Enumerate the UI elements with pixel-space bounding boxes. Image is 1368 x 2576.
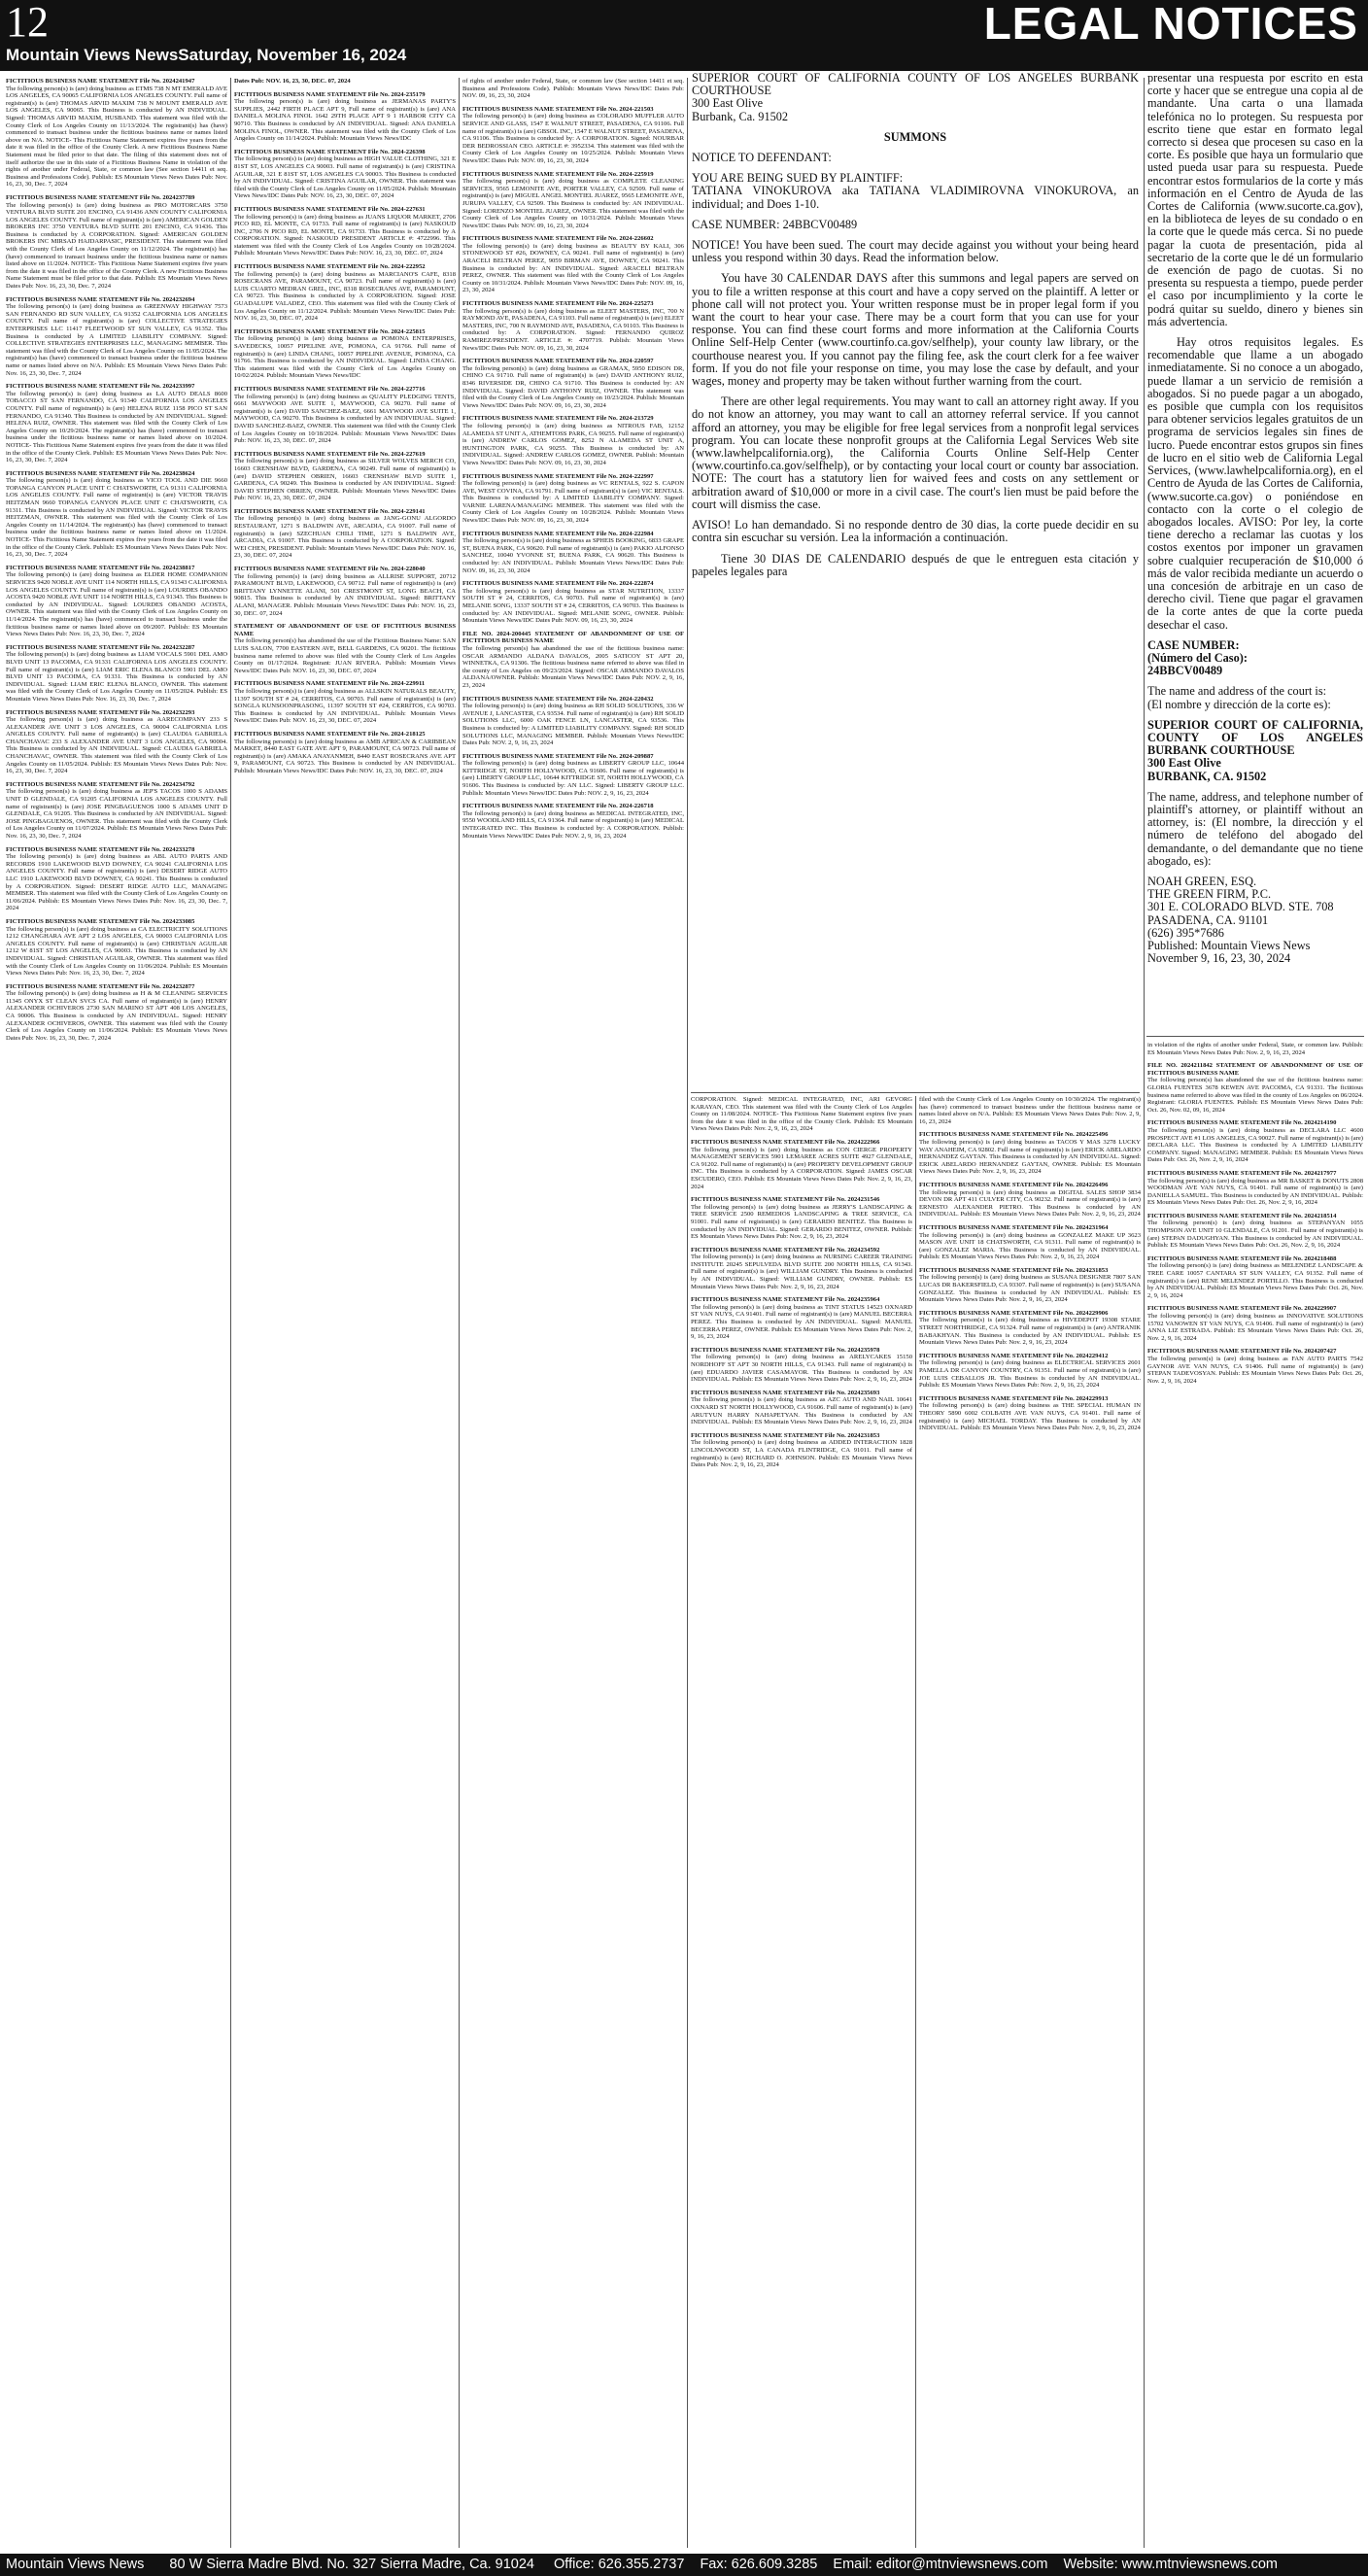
legal-notice [919, 1131, 1141, 1176]
summons-continuation [1147, 72, 1363, 1034]
notice-heading: FICTITIOUS BUSINESS NAME STATEMENT File No. 2024-226398 [234, 148, 426, 155]
legal-notice [1147, 1305, 1363, 1342]
notice-body: The following person(s) is (are) doing business as ETMS 738 N MT EMERALD AVE LOS ANGELES, CA 90065 CALIFORNIA LOS ANGELES COUNTY. Full name of registrant(s) is (are) THOMAS ARVID MAXIM 738 N MOUNT EMERALD AVE LOS ANGELES, CA 90065. This Business is conducted by AN INDIVIDUAL. Signed: THOMAS ARVID MAXIM, HUSBAND. This statement was filed with the County Clerk of Los Angeles County on 11/13/2024. The registrant(s) has (have) commenced to transact business under the fictitious business name or names listed above on N/A. NOTICE- This Fictitious Name Statement expires five years from the date it was filed in the office of the County Clerk. A new Fictitious Business Name Statement must be filed prior to that date. The filing of this statement does not of itself authorize the use in this state of a Fictitious Business Name in violation of the rights of another under Federal, State, or common law (See section 14411 et seq. Business and Professions Code). Publish: ES Mountain Views News Dates Pub: Nov. 16, 23, 30, Dec. 7, 2024 [6, 85, 227, 189]
notice-heading: FICTITIOUS BUSINESS NAME STATEMENT File No. 2024234592 [691, 1246, 880, 1254]
legal-notice [691, 1347, 912, 1384]
notice-body: The following person(s) is (are) doing business as AMB AFRICAN & CARIBBEAN MARKET, 8440 EAST GATE AVE APT 9, PARAMOUNT, CA 90723. Full name of registrant(s) is (are) AMAKA ANAYANMEH, 8440 EAST ROSECRANS AVE APT 9, PARAMOUNT, CA 90723. This Business is conducted by AN INDIVIDUAL. Publish: Mountain Views News/IDC Dates Pub: NOV. 16, 23, 30, DEC. 07, 2024 [234, 738, 456, 774]
legal-notice [691, 1139, 912, 1190]
attorney-info-label: The name, address, and telephone number of plaintiff's attorney, or plaintiff without an attorney, is: (El nombre, la dirección y el número de teléfono del abogado del demandante, o del demandante que no tiene abogado, es): [1147, 789, 1363, 868]
notice-body: The following person(s) is (are) doing business as STEPANYAN 1055 THOMPSON AVE UNIT 10 GLENDALE, CA 91201. Full name of registrant(s) is (are) STEPAN DADUGHYAN. This Business is conducted by AN INDIVIDUAL. Publish: ES Mountain Views News Dates Pub: Oct. 26, Nov. 2, 9, 16, 2024 [1147, 1219, 1363, 1250]
masthead: Mountain Views NewsSaturday, November 16, 2024 [6, 46, 407, 64]
section-title: LEGAL NOTICES [983, 0, 1358, 49]
legal-notice [234, 566, 456, 617]
notice-body: The following person(s) is (are) doing business as BEAUTY BY KALI, 306 STONEWOOD ST #26, DOWNEY, CA 90241. Full name of registrant(s) is (are) ARACELI BELTRAN PEREZ, 9059 BIRMAN AVE, DOWNEY, CA 90241. This Business is conducted by: AN INDIVIDUAL. Signed: ARACELI BELTRAN PEREZ, OWNER. This statement was filed with the County Clerk of Los Angeles County on 10/31/2024. Publish: Mountain Views News/IDC Dates Pub: NOV. 09, 16, 23, 30, 2024 [462, 242, 684, 294]
legal-notice [234, 206, 456, 258]
legal-notice [462, 531, 684, 575]
notice-column-3 [462, 78, 684, 2548]
legal-notice [6, 781, 227, 841]
notice-heading: FICTITIOUS BUSINESS NAME STATEMENT File No. 2024-221503 [462, 105, 654, 113]
legal-notice [462, 415, 684, 466]
notice-body: The following person(s) is (are) doing business as CON CIERGE PROPERTY MANAGEMENT SERVICES 5901 LEMAREE ACRES SUITE 4927 GLENDALE, CA 91202. Full name of registrant(s) is (are) PROPERTY DEVELOPMENT GROUP INC. This Business is conducted by A CORPORATION. Signed: JAMES OSCAR ESCUDERO, CEO. Publish: ES Mountain Views News Dates Pub: Nov. 2, 9, 16, 23, 2024 [691, 1146, 912, 1190]
notice-body: of rights of another under Federal, State, or common law (See section 14411 et seq. Business and Professions Code). Publish: Mountain Views News/IDC Dates Pub: NOV. 09, 16, 23, 30, 2024 [462, 78, 684, 100]
notice-heading: FICTITIOUS BUSINESS NAME STATEMENT File No. 2024238817 [6, 564, 195, 571]
notice-heading: FICTITIOUS BUSINESS NAME STATEMENT File No. 2024231853 [691, 1431, 880, 1439]
notice-heading: FICTITIOUS BUSINESS NAME STATEMENT File No. 2024-227619 [234, 450, 426, 458]
notice-body: The following person(s) is (are) doing business as JERRY'S LANDSCAPING & TREE SERVICE 2500 REMEDIOS LANDSCAPING & TREE SERVICE, CA 91001. Full name of registrant(s) is (are) GERARDO BENITEZ. This Business is conducted by AN INDIVIDUAL. Signed: GERARDO BENITEZ, OWNER. Publish: ES Mountain Views News Dates Pub: Nov. 2, 9, 16, 23, 2024 [691, 1203, 912, 1241]
legal-notice [1147, 1119, 1363, 1164]
notice-heading: FICTITIOUS BUSINESS NAME STATEMENT File No. 2024238624 [6, 469, 195, 477]
footer-website: Website: www.mtnviewsnews.com [1063, 2557, 1278, 2572]
notice-body: The following person(s) is (are) doing business as FAN AUTO PARTS 7542 GAYNOR AVE VAN NUYS, CA 91406. Full name of registrant(s) is (are) STEPAN TADEVOSYAN. Publish: ES Mountain Views News Dates Pub: Oct. 26, Nov. 2, 9, 16, 2024 [1147, 1355, 1363, 1385]
notice-heading: FICTITIOUS BUSINESS NAME STATEMENT File No. 2024207427 [1147, 1348, 1337, 1356]
notice-heading: FICTITIOUS BUSINESS NAME STATEMENT File No. 2024229907 [1147, 1305, 1337, 1313]
notice-heading: FICTITIOUS BUSINESS NAME STATEMENT File No. 2024229412 [919, 1352, 1109, 1359]
notice-heading: FICTITIOUS BUSINESS NAME STATEMENT File No. 2024-225919 [462, 170, 654, 178]
notice-body: CORPORATION. Signed: MEDICAL INTEGRATED, INC, ARI GEVORG KARAYAN, CEO. This statement was filed with the County Clerk of Los Angeles County on 11/08/2024. NOTICE- This Fictitious Name Statement expires five years from the date it was filed in the office of the County Clerk. Publish: ES Mountain Views News Dates Pub: Nov. 2, 9, 16, 23, 2024 [691, 1096, 912, 1133]
summons-address: 300 East Olive [692, 96, 764, 111]
notice-body: The following person(s) is (are) doing business as ELEET MASTERS, INC, 700 N RAYMOND AVE, PASADENA, CA 91103. Full name of registrant(s) is (are) ELEET MASTERS, INC, 700 N RAYMOND AVE, PASADENA, CA 91103. This Business is conducted by: A CORPORATION. Signed: FERNANDO QUIROZ RAMIREZ/PRESIDENT. ARTICLE #: 4707719. Publish: Mountain Views News/IDC Dates Pub: NOV. 09, 16, 23, 30, 2024 [462, 307, 684, 352]
notice-heading: FICTITIOUS BUSINESS NAME STATEMENT File No. 2024-209887 [462, 752, 654, 760]
legal-notice [919, 1182, 1141, 1219]
legal-notice [919, 1310, 1141, 1347]
notice-body: The following person(s) is (are) doing business as ALLSKIN NATURALS BEAUTY, 11397 SOUTH ST # 24, CERRITOS, CA 90703. Full name of registrant(s) is (are) SONGLA KUNSOONPRASONG, 11397 SOUTH ST #24, CERRITOS, CA 90703. This Business is conducted by AN INDIVIDUAL. Publish: Mountain Views News/IDC Dates Pub: NOV. 16, 23, 30, DEC. 07, 2024 [234, 687, 456, 725]
page-number: 12 [6, 0, 49, 46]
notice-heading: FICTITIOUS BUSINESS NAME STATEMENT File No. 2024229913 [919, 1394, 1109, 1402]
notice-body: The following person(s) is (are) doing business as STAR NUTRITION, 13337 SOUTH ST # 24, CERRITOS, CA 90703. Full name of registrant(s) is (are) MELANIE SONG, 13337 SOUTH ST # 24, CERRITOS, CA 90703. This Business is conducted by: AN INDIVIDUAL. Signed: MELANIE SONG, OWNER. Publish: Mountain Views News/IDC Dates Pub: NOV. 09, 16, 23, 30, 2024 [462, 587, 684, 625]
legal-notice [1147, 1348, 1363, 1385]
legal-notice [462, 753, 684, 798]
notice-body: The following person(s) has abandoned the use of the Fictitious Business Name: SAN LUIS SALON, 7700 EASTERN AVE, BELL GARDENS, CA 90201. The fictitious business name referred to above was filed with the County Clerk of Los Angeles County on 01/17/2024. Registrant: JUAN RIVERA. Publish: Mountain Views News/IDC Dates Pub: NOV. 16, 23, 30, DEC. 07, 2024 [234, 637, 456, 674]
notice-heading: FICTITIOUS BUSINESS NAME STATEMENT File No. 2024233997 [6, 383, 195, 391]
summons-paragraph-1: You have 30 CALENDAR DAYS after this summons and legal papers are served on you to file a written response at this court and have a copy served on the plaintiff. A letter or phone call will not protect you. Your written response must be in proper legal form if you want the court to hear your case. There may be a court form that you can use for your response. You can find these court forms and more information at the California Courts Online Self-Help Center (www.courtinfo.ca.gov/selfhelp), your county law library, or the courthouse nearest you. If you cannot pay the filing fee, ask the court clerk for a fee waiver form. If you do not file your response on time, you may lose the case by default, and your wages, money and property may be taken without further warning from the court. [692, 271, 1139, 389]
notice-body: The following person(s) is (are) doing business as RH SOLID SOLUTIONS, 336 W AVENUE J, LANCASTER, CA 93534. Full name of registrant(s) is (are) RH SOLID SOLUTIONS LLC, 6000 OAK FENCE LN, LANCASTER, CA 93536. This Business is conducted by: A LIMITED LIABILITY COMPANY. Signed: RH SOLID SOLUTIONS LLC, MANAGING MEMBER. Publish: Mountain Views News/IDC Dates Pub: NOV. 2, 9, 16, 23, 2024 [462, 703, 684, 747]
summons-notice-text: NOTICE! You have been sued. The court may decide against you without your being heard unless you respond within 30 days. Read the information below. [692, 238, 1139, 265]
legal-notice [691, 1247, 912, 1291]
notice-body: The following person(s) is (are) doing business as AARECOMPANY 233 S ALEXANDER AVE UNIT 3 LOS ANGELES, CA 90004 CALIFORNIA LOS ANGELES COUNTY. Full name of registrant(s) is (are) CLAUDIA GABRIELA CHANCHAVAC 233 S ALEXANDER AVE UNIT 3 LOS ANGELES, CA 90004. This Business is conducted by AN INDIVIDUAL. Signed: CLAUDIA GABRIELA CHANCHAVAC, OWNER. This statement was filed with the County Clerk of Los Angeles County on 11/05/2024. Publish: ES Mountain Views News Dates Pub: Nov. 16, 23, 30, Dec. 7, 2024 [6, 716, 227, 775]
footer-email: Email: editor@mtnviewsnews.com [833, 2557, 1048, 2572]
notice-heading: FICTITIOUS BUSINESS NAME STATEMENT File No. 2024229906 [919, 1309, 1109, 1317]
notice-body: The following person(s) is (are) doing business as HIGH VALUE CLOTHING, 321 E 81ST ST, LOS ANGELES CA 90003. Full name of registrant(s) is (are) CRISTINA AGUILAR, 321 E 81ST ST, LOS ANGELES CA 90003. This Business is conducted by AN INDIVIDUAL. Signed: CRISTINA AGUILAR, OWNER. This statement was filed with the County Clerk of Los Angeles County on 11/05/2024. Publish: Mountain Views News/IDC Dates Pub: NOV. 16, 23, 30, DEC. 07, 2024 [234, 155, 456, 200]
notice-body: The following person(s) is (are) doing business as POMONA ENTERPRISES, SAVEDECKS, 10057 PIPELINE AVE, POMONA, CA 91766. Full name of registrant(s) is (are) LINDA CHANG, 10057 PIPELINE AVENUE, POMONA, CA 91766. This Business is conducted by AN INDIVIDUAL. Signed: LINDA CHANG. This statement was filed with the County Clerk of Los Angeles County on 10/02/2024. Publish: Mountain Views News/IDC [234, 335, 456, 380]
notice-body: The following person(s) is (are) doing business as CA ELECTRICITY SOLUTIONS 1212 CHANGHARA AVE APT 2 LOS ANGELES, CA 90003 CALIFORNIA LOS ANGELES COUNTY. Full name of registrant(s) is (are) CHRISTIAN AGUILAR 1212 W 81ST ST LOS ANGELES, CA 90003. This Business is conducted by AN INDIVIDUAL. Signed: CHRISTIAN AGUILAR, OWNER. This statement was filed with the County Clerk of Los Angeles County on 11/06/2024. Publish: ES Mountain Views News Dates Pub: Nov. 16, 23, 30, Dec. 7, 2024 [6, 925, 227, 978]
legal-notice [462, 358, 684, 409]
legal-notice [6, 470, 227, 559]
notice-body: The following person(s) is (are) doing business as H & M CLEANING SERVICES 11345 ONYX ST CLEAN SVCS CA. Full name of registrant(s) is (are) HENRY ALEXANDER OCHIVEROS 2730 SAN MARINO ST APT 408 LOS ANGELES, CA 90006. This Business is conducted by AN INDIVIDUAL. Signed: HENRY ALEXANDER OCHIVEROS, OWNER. This statement was filed with the County Clerk of Los Angeles County on 11/06/2024. Publish: ES Mountain Views News Dates Pub: Nov. 16, 23, 30, Dec. 7, 2024 [6, 990, 227, 1042]
notice-heading: FICTITIOUS BUSINESS NAME STATEMENT File No. 2024218488 [1147, 1254, 1337, 1262]
notice-body: The following person(s) is (are) doing business as QUALITY PLEDGING TENTS, 6661 MAYWOOD AVE SUITE 1, MAYWOOD, CA 90270. Full name of registrant(s) is (are) DAVID SANCHEZ-BAEZ, 6661 MAYWOOD AVE SUITE 1, MAYWOOD, CA 90270. This Business is conducted by AN INDIVIDUAL. Signed: DAVID SANCHEZ-BAEZ, OWNER. This statement was filed with the County Clerk of Los Angeles County on 10/18/2024. Publish: Mountain Views News/IDC Dates Pub: NOV. 16, 23, 30, DEC. 07, 2024 [234, 393, 456, 445]
notice-column-2 [234, 78, 456, 2548]
notice-heading: FICTITIOUS BUSINESS NAME STATEMENT File No. 2024-235179 [234, 90, 426, 98]
legal-notice [234, 451, 456, 502]
legal-notice [6, 78, 227, 189]
notice-heading: FICTITIOUS BUSINESS NAME STATEMENT File No. 2024237789 [6, 193, 195, 201]
notice-heading: FICTITIOUS BUSINESS NAME STATEMENT File No. 2024-222997 [462, 472, 654, 480]
court-name-address: SUPERIOR COURT OF CALIFORNIA, COUNTY OF LOS ANGELES BURBANK COURTHOUSE 300 East Olive BURBANK, CA. 91502 [1147, 717, 1363, 783]
legal-notice [919, 1267, 1141, 1304]
legal-notice [234, 91, 456, 143]
notice-body: The following person(s) is (are) doing business as TINT STATUS 14523 OXNARD ST VAN NUYS, CA 91401. Full name of registrant(s) is (are) MANUEL BECERRA PEREZ. This Business is conducted by AN INDIVIDUAL. Signed: MANUEL BECERRA PEREZ, OWNER. Publish: ES Mountain Views News Dates Pub: Nov. 2, 9, 16, 23, 2024 [691, 1303, 912, 1341]
court-name-label: The name and address of the court is: (El nombre y dirección de la corte es): [1147, 684, 1331, 711]
notice-heading: FICTITIOUS BUSINESS NAME STATEMENT File No. 2024-222984 [462, 530, 654, 537]
legal-notice [234, 386, 456, 445]
notice-body: The following person(s) is (are) doing business as LIBERTY GROUP LLC, 10644 KITTRIDGE ST, NORTH HOLLYWOOD, CA 91606. Full name of registrant(s) is (are) LIBERTY GROUP LLC, 10644 KITTRIDGE ST, NORTH HOLLYWOOD, CA 91606. This Business is conducted by: AN LLC. Signed: LIBERTY GROUP LLC. Publish: Mountain Views News/IDC Dates Pub: NOV. 2, 9, 16, 23, 2024 [462, 760, 684, 797]
notice-body: The following person(s) is (are) doing business as DIGITAL SALES SHOP 3834 DEVON DR APT 411 CULVER CITY, CA 90232. Full name of registrant(s) is (are) ERNESTO ALEXANDER PIETRO. This Business is conducted by AN INDIVIDUAL. Publish: ES Mountain Views News Dates Pub: Nov. 2, 9, 16, 23, 2024 [919, 1188, 1141, 1219]
column-divider [915, 1096, 916, 2548]
notice-heading: FICTITIOUS BUSINESS NAME STATEMENT File No. 2024231853 [919, 1266, 1109, 1274]
legal-notice [919, 1353, 1141, 1390]
notice-body: The following person(s) is (are) doing business as ABL AUTO PARTS AND RECORDS 1910 LAKEWOOD BLVD DOWNEY, CA 90241 CALIFORNIA LOS ANGELES COUNTY. Full name of registrant(s) is (are) DESERT RIDGE AUTO LLC 1910 LAKEWOOD BLVD DOWNEY, CA 90241. This Business is conducted by A CORPORATION. Signed: DESERT RIDGE AUTO LLC, MANAGING MEMBER. This statement was filed with the County Clerk of Los Angeles County on 11/06/2024. Publish: ES Mountain Views News Dates Pub: Nov. 16, 23, 30, Dec. 7, 2024 [6, 853, 227, 912]
summons-sued-by: YOU ARE BEING SUED BY PLAINTIFF: [692, 171, 904, 186]
legal-notice [234, 680, 456, 725]
legal-notice [462, 473, 684, 525]
notice-heading: FICTITIOUS BUSINESS NAME STATEMENT File No. 2024-229911 [234, 680, 426, 688]
legal-notice [234, 263, 456, 323]
summons-case-number: CASE NUMBER: 24BBCV00489 [692, 217, 858, 231]
summons-paragraph-3: AVISO! Lo han demandado. Si no responde dentro de 30 dias, la corte puede decidir en su contra sin escuchar su versión. Lea la información a continuación. [692, 518, 1139, 545]
spanish-paragraph-2: Hay otros requisitos legales. Es recomendable que llame a un abogado inmediatamente. Si no conoce a un abogado, puede llamar a un servicio de remisión a abogados. Si no puede pagar a un abogado, es posible que cumpla con los requisitos para obtener servicios legales gratuitos de un programa de servicios legales sin fines de lucro. Puede encontrar estos grupos sin fines de lucro en el sitio web de California Legal Services, (www.lawhelpcalifornia.org), en el Centro de Ayuda de las Cortes de California, (www.sucorte.ca.gov) o poniéndose en contacto con la corte o el colegio de abogados locales. AVISO: Por ley, la corte tiene derecho a reclamar las cuotas y los costos exentos por imponer un gravamen sobre cualquier recuperación de $10,000 ó más de valor recibida mediante un acuerdo o una concesión de arbitraje en un caso de derecho civil. Tiene que pagar el gravamen de la corte antes de que la corte pueda desechar el caso. [1147, 335, 1363, 632]
notice-heading: FICTITIOUS BUSINESS NAME STATEMENT File No. 2024-227631 [234, 205, 426, 213]
legal-notice [6, 644, 227, 704]
legal-notice [919, 1224, 1141, 1261]
notice-heading: FICTITIOUS BUSINESS NAME STATEMENT File No. 2024222966 [691, 1138, 880, 1146]
footer-fax: Fax: 626.609.3285 [700, 2557, 818, 2572]
notice-column-1 [6, 78, 227, 2548]
legal-notice [462, 235, 684, 294]
notice-heading: FICTITIOUS BUSINESS NAME STATEMENT File No. 2024232877 [6, 982, 195, 990]
notice-heading: FICTITIOUS BUSINESS NAME STATEMENT File No. 2024235964 [691, 1296, 880, 1304]
notice-body: The following person(s) is (are) doing business as INNOVATIVE SOLUTIONS 15702 VANOWEN ST VAN NUYS, CA 91406. Full name of registrant(s) is (are) ANNA LIZ ESTRADA. Publish: ES Mountain Views News Dates Pub: Oct. 26, Nov. 2, 9, 16, 2024 [1147, 1313, 1363, 1342]
column-divider [230, 78, 231, 2548]
notice-heading: FICTITIOUS BUSINESS NAME STATEMENT File No. 2024235693 [691, 1389, 880, 1396]
notice-body: The following person(s) is (are) doing business as VICO TOOL AND DIE 9660 TOPANGA CANYON PLACE UNIT C CHATSWORTH, CA 91311 CALIFORNIA LOS ANGELES COUNTY. Full name of registrant(s) is (are) VICTOR TRAVIS HEITZMAN 9660 TOPANGA CANYON PLACE UNIT C CHATSWORTH, CA 91311. This Business is conducted by AN INDIVIDUAL. Signed: VICTOR TRAVIS HEITZMAN, OWNER. This statement was filed with the County Clerk of Los Angeles County on 11/14/2024. The registrant(s) has (have) commenced to transact business under the fictitious business name or names listed above on 11/2024. NOTICE- This Fictitious Name Statement expires five years from the date it was filed in the office of the County Clerk. Publish: ES Mountain Views News Dates Pub: Nov. 16, 23, 30, Dec. 7, 2024 [6, 477, 227, 559]
legal-notice [6, 983, 227, 1043]
notice-heading: FICTITIOUS BUSINESS NAME STATEMENT File No. 2024-226718 [462, 803, 654, 810]
legal-notice [1147, 1255, 1363, 1300]
legal-notice [691, 1296, 912, 1341]
legal-notice [1147, 1170, 1363, 1207]
notice-heading: FICTITIOUS BUSINESS NAME STATEMENT File No. 2024231964 [919, 1223, 1109, 1231]
legal-notice [234, 731, 456, 775]
notice-heading: Dates Pub: NOV. 16, 23, 30, DEC. 07, 2024 [234, 78, 351, 85]
notice-heading: FICTITIOUS BUSINESS NAME STATEMENT File No. 2024-225273 [462, 300, 654, 308]
notice-body: The following person(s) is (are) doing business as ELECTRICAL SERVICES 2601 PAMELLA DR CANYON COUNTRY, CA 91351. Full name of registrant(s) is (are) JOE LUIS CEBALLOS JR. This Business is conducted by AN INDIVIDUAL. Publish: ES Mountain Views News Dates Pub: Nov. 2, 9, 16, 23, 2024 [919, 1359, 1141, 1390]
notice-heading: FICTITIOUS BUSINESS NAME STATEMENT File No. 2024232293 [6, 708, 195, 716]
legal-notice [691, 1196, 912, 1241]
notice-body: The following person(s) is (are) doing business as SILVER WOLVES MERCH CO, 16603 CRENSHAW BLVD, GARDENA, CA 90249. Full name of registrant(s) is (are) DAVID STEPHEN OBRIEN, 16603 CRENSHAW BLVD SUITE 1, GARDENA, CA 90249. This Business is conducted by AN INDIVIDUAL. Signed: DAVID STEPHEN OBRIEN, OWNER. Publish: Mountain Views News/IDC Dates Pub: NOV. 16, 23, 30, DEC. 07, 2024 [234, 458, 456, 502]
legal-notice [1147, 1042, 1363, 1056]
notice-body: filed with the County Clerk of Los Angeles County on 10/30/2024. The registrant(s) has (have) commenced to transact business under the fictitious business name or names listed above on N/A. Publish: ES Mountain Views News Dates Pub: Nov. 2, 9, 16, 23, 2024 [919, 1096, 1141, 1125]
summons-paragraph-2: There are other legal requirements. You may want to call an attorney right away. If you do not know an attorney, you may want to call an attorney referral service. If you cannot afford an attorney, you may be eligible for free legal services from a nonprofit legal services program. You can locate these nonprofit groups at the California Legal Services Web site (www.lawhelpcalifornia.org), the California Courts Online Self-Help Center (www.courtinfo.ca.gov/selfhelp), or by contacting your local court or county bar association. NOTE: The court has a statutory lien for waived fees and costs on any settlement or arbitration award of $10,000 or more in a civil case. The court's lien must be paid before the court will dismiss the case. [692, 395, 1139, 511]
notice-body: The following person(s) is (are) doing business as DECLARA LLC 4600 PROSPECT AVE #1 LOS ANGELES, CA 90027. Full name of registrant(s) is (are) DECLARA LLC. This Business is conducted by A LIMITED LIABILITY COMPANY. Signed: MANAGING MEMBER. Publish: ES Mountain Views News Dates Pub: Oct. 26, Nov. 2, 9, 16, 2024 [1147, 1126, 1363, 1164]
notice-heading: FILE NO. 2024211842 STATEMENT OF ABANDONMENT OF USE OF FICTITIOUS BUSINESS NAME [1147, 1062, 1363, 1077]
summons-notice [692, 72, 1139, 1094]
notice-body: The following person(s) is (are) doing business as MARCIANO'S CAFE, 8318 ROSECRANS AVE, PARAMOUNT, CA 90723. Full name of registrant(s) is (are) LUIS CUARTO MEDRAN GREL, INC, 8318 ROSECRANS AVE, PARAMOUNT, CA 90723. This Business is conducted by A CORPORATION. Signed: JOSE GUADALUPE VALADEZ, CEO. This statement was filed with the County Clerk of Los Angeles County on 11/12/2024. Publish: Mountain Views News/IDC Dates Pub: NOV. 16, 23, 30, DEC. 07, 2024 [234, 270, 456, 323]
footer-paper-name: Mountain Views News [6, 2557, 145, 2572]
section-divider [691, 1092, 1140, 1093]
notice-body: The following person(s) is (are) doing business as JANG-GONU ALGORDO RESTAURANT, 1271 S BALDWIN AVE, ARCADIA, CA 91007. Full name of registrant(s) is (are) SZECHUAN CHILI TIME, 1271 S BALDWIN AVE, ARCADIA, CA 91007. This Business is conducted by A CORPORATION. Signed: WEI CHEN, PRESIDENT. Publish: Mountain Views News/IDC Dates Pub: NOV. 16, 23, 30, DEC. 07, 2024 [234, 515, 456, 560]
notice-heading: FICTITIOUS BUSINESS NAME STATEMENT File No. 2024231546 [691, 1196, 880, 1204]
footer-office: Office: 626.355.2737 [554, 2557, 685, 2572]
notice-body: The following person(s) is (are) doing business as GREENWAY HIGHWAY 7573 SAN FERNANDO RD SUN VALLEY, CA 91352 CALIFORNIA LOS ANGELES COUNTY. Full name of registrant(s) is (are) COLLECTIVE STRATEGIES ENTERPRISES LLC 11417 FLEETWOOD ST SUN VALLEY, CA 91352. This Business is conducted by A LIMITED LIABILITY COMPANY. Signed: COLLECTIVE STRATEGIES ENTERPRISES LLC, MANAGING MEMBER. This statement was filed with the County Clerk of Los Angeles County on 11/05/2024. The registrant(s) has (have) commenced to transact business under the fictitious business name or names listed above on N/A. Publish: ES Mountain Views News Dates Pub: Nov. 16, 23, 30, Dec. 7, 2024 [6, 303, 227, 377]
legal-notice [234, 149, 456, 200]
notice-body: The following person(s) is (are) doing business as MR BASKET & DONUTS 2808 WOODMAN AVE VAN NUYS, CA 91401. Full name of registrant(s) is (are) DANIELLA SAMUEL. This Business is conducted by AN INDIVIDUAL. Publish: ES Mountain Views News Dates Pub: Oct. 26, Nov. 2, 9, 16, 2024 [1147, 1177, 1363, 1207]
legal-notice [462, 631, 684, 690]
notice-heading: FICTITIOUS BUSINESS NAME STATEMENT File No. 2024-222874 [462, 580, 654, 588]
column-divider [459, 78, 460, 2548]
notice-body: The following person(s) is (are) doing business as LIAM VOCALS 5901 DEL AMO BLVD UNIT 13 PACOIMA, CA 91331 CALIFORNIA LOS ANGELES COUNTY. Full name of registrant(s) is (are) LIAM ERIC ELENA BLANCO 5901 DEL AMO BLVD UNIT 13 PACOIMA, CA 91331. This Business is conducted by AN INDIVIDUAL. Signed: LIAM ERIC ELENA BLANCO, OWNER. This statement was filed with the County Clerk of Los Angeles County on 11/05/2024. Publish: ES Mountain Views News Dates Pub: Nov. 16, 23, 30, Dec. 7, 2024 [6, 651, 227, 703]
notice-body: The following person(s) is (are) doing business as AZC AUTO AND NAIL 10641 OXNARD ST NORTH HOLLYWOOD, CA 91606. Full name of registrant(s) is (are) ARUTYUN HARRY NAHAPETYAN. This Business is conducted by AN INDIVIDUAL. Publish: ES Mountain Views News Dates Pub: Nov. 2, 9, 16, 23, 2024 [691, 1396, 912, 1426]
notice-body: The following person(s) has abandoned the use of the fictitious business name: GLORIA FUENTES 3678 KEWEN AVE PACOIMA, CA 91331. The fictitious business name referred to above was filed in the county of Los Angeles on 06/2024. Registrant: GLORIA FUENTES. Publish: ES Mountain Views News Dates Pub: Oct. 26, Nov. 02, 09, 16, 2024 [1147, 1077, 1363, 1114]
legal-notice [462, 171, 684, 230]
notice-column-4 [691, 1096, 912, 2548]
notice-heading: STATEMENT OF ABANDONMENT OF USE OF FICTITIOUS BUSINESS NAME [234, 623, 456, 637]
notice-column-5 [919, 1096, 1141, 2548]
legal-notice [462, 803, 684, 840]
notice-heading: FICTITIOUS BUSINESS NAME STATEMENT File No. 2024-225815 [234, 327, 426, 335]
notice-body: The following person(s) is (are) doing business as MEDICAL INTEGRATED, INC, 9550 WOODLAND HILLS, CA 91364. Full name of registrant(s) is (are) MEDICAL INTEGRATED INC. This Business is conducted by: A CORPORATION. Publish: Mountain Views News/IDC Dates Pub: NOV. 2, 9, 16, 23, 2024 [462, 809, 684, 840]
legal-notice [462, 106, 684, 165]
notice-body: The following person(s) has abandoned the use of the fictitious business name: OSCAR ARMANDO ALDANA DAVALOS, 2005 SATICOY ST APT 20, WINNETKA, CA 91306. The fictitious business name referred to above was filed in the county of Los Angeles on 09/23/2024. Signed: OSCAR ARMANDO DAVALOS ALDANA/OWNER. Publish: Mountain Views News/IDC Dates Pub: NOV. 2, 9, 16, 23, 2024 [462, 644, 684, 689]
notice-heading: FICTITIOUS BUSINESS NAME STATEMENT File No. 2024233278 [6, 845, 195, 853]
summons-paragraph-4: Tiene 30 DIAS DE CALENDARIO después de que le entreguen esta citación y papeles legales para [692, 551, 1139, 578]
notice-column-6 [1147, 1042, 1363, 2548]
notice-heading: FICTITIOUS BUSINESS NAME STATEMENT File No. 2024-227716 [234, 385, 426, 393]
legal-notice [691, 1390, 912, 1426]
notice-body: The following person(s) is (are) doing business as JUANS LIQUOR MARKET, 2706 PICO RD, EL MONTE, CA 91733. Full name of registrant(s) is (are) NASKOUD INC, 2706 N PICO RD, EL MONTE, CA 91733. This Business is conducted by A CORPORATION. Signed: NASKOUD PRESIDENT ARTICLE #: 4722996. This statement was filed with the County Clerk of Los Angeles County on 10/28/2024. Publish: Mountain Views News/IDC Dates Pub: NOV. 16, 23, 30, DEC. 07, 2024 [234, 213, 456, 258]
notice-heading: FICTITIOUS BUSINESS NAME STATEMENT File No. 2024226496 [919, 1181, 1109, 1188]
notice-heading: FICTITIOUS BUSINESS NAME STATEMENT File No. 2024-220597 [462, 358, 654, 365]
notice-heading: FICTITIOUS BUSINESS NAME STATEMENT File No. 2024234792 [6, 780, 195, 788]
notice-heading: FICTITIOUS BUSINESS NAME STATEMENT File No. 2024218514 [1147, 1212, 1337, 1219]
column-divider [1144, 78, 1145, 2548]
legal-notice [462, 300, 684, 352]
legal-notice [462, 696, 684, 747]
notice-body: The following person(s) is (are) doing business as COLORADO MUFFLER AUTO SERVICE AND GLASS, 1547 E WALNUT STREET, PASADENA, CA 91106. Full name of registrant(s) is (are) GBSOL INC, 1547 E WALNUT STREET, PASADENA, CA 91106. This Business is conducted by: A CORPORATION. Signed: NOURBAR DER BEDROSSIAN CEO. ARTICLE #: 3952334. This statement was filed with the County Clerk of Los Angeles County on 10/25/2024. Publish: Mountain Views News/IDC Dates Pub: NOV. 09, 16, 23, 30, 2024 [462, 113, 684, 164]
legal-notice [234, 78, 456, 86]
legal-notice [1147, 1062, 1363, 1114]
legal-notice [919, 1395, 1141, 1432]
section-divider [1146, 1036, 1364, 1037]
legal-notice [6, 565, 227, 638]
legal-notice [691, 1432, 912, 1469]
notice-body: The following person(s) is (are) doing business as NURSING CAREER TRAINING INSTITUTE 20245 SEPULVEDA BLVD SUITE 200 NORTH HILLS, CA 91343. Full name of registrant(s) is (are) WILLIAM GUNDRY. This Business is conducted by AN INDIVIDUAL. Signed: WILLIAM GUNDRY, OWNER. Publish: ES Mountain Views News Dates Pub: Nov. 2, 9, 16, 23, 2024 [691, 1254, 912, 1290]
notice-body: The following person(s) is (are) doing business as HIVEDEPOT 19308 STARE STREET NORTHRIDGE, CA 91324. Full name of registrant(s) is (are) ANTRANIK BABAKHYAN. This Business is conducted by AN INDIVIDUAL. Publish: ES Mountain Views News Dates Pub: Nov. 2, 9, 16, 23, 2024 [919, 1317, 1141, 1347]
legal-notice [1147, 1213, 1363, 1250]
notice-body: The following person(s) is (are) doing business as TACOS Y MAS 3278 LUCKY WAY ANAHEIM, CA 92802. Full name of registrant(s) is (are) ERICK ABELARDO HERNANDEZ GAYTAN. This Business is conducted by AN INDIVIDUAL. Signed: ERICK ABELARDO HERNANDEZ GAYTAN, OWNER. Publish: ES Mountain Views News Dates Pub: Nov. 2, 9, 16, 23, 2024 [919, 1138, 1141, 1176]
notice-body: The following person(s) is (are) doing business as VC RENTALS, 922 S. CAPON AVE, WEST COVINA, CA 91791. Full name of registrant(s) is (are) VIC RENTALS. This Business is conducted by: A LIMITED LIABILITY COMPANY. Signed: VARNIE LARENA/MANAGING MEMBER. This statement was filed with the County Clerk of Los Angeles County on 10/28/2024. Publish: Mountain Views News/IDC Dates Pub: NOV. 09, 16, 23, 30, 2024 [462, 480, 684, 525]
notice-body: The following person(s) is (are) doing business as JEP'S TACOS 1000 S ADAMS UNIT D GLENDALE, CA 91205 CALIFORNIA LOS ANGELES COUNTY. Full name of registrant(s) is (are) JOSE PINGBAGUENOS 1000 S ADAMS UNIT D GLENDALE, CA 91205. This Business is conducted by AN INDIVIDUAL. Signed: JOSE PINGBAGUENOS, OWNER. This statement was filed with the County Clerk of Los Angeles County on 11/07/2024. Publish: ES Mountain Views News Dates Pub: Nov. 16, 23, 30, Dec. 7, 2024 [6, 788, 227, 840]
page-header [0, 0, 1368, 71]
notice-body: The following person(s) is (are) doing business as PRO MOTORCARS 3750 VENTURA BLVD SUITE 201 ENCINO, CA 91436 ANN COUNTY CALIFORNIA LOS ANGELES COUNTY. Full name of registrant(s) is (are) AMERICAN GOLDEN BROKERS INC 3750 VENTURA BLVD SUITE 201 ENCINO, CA 91436. This Business is conducted by A CORPORATION. Signed: AMERICAN GOLDEN BROKERS INC MIRSAD HAJDARPASIC, PRESIDENT. This statement was filed with the County Clerk of Los Angeles County on 11/12/2024. The registrant(s) has (have) commenced to transact business under the fictitious business name or names listed above on 11/2024. NOTICE- This Fictitious Name Statement expires five years from the date it was filed in the office of the County Clerk. A new Fictitious Business Name Statement must be filed prior to that date. Publish: ES Mountain Views News Dates Pub: Nov. 16, 23, 30, Dec. 7, 2024 [6, 201, 227, 291]
case-number-block: CASE NUMBER: (Número del Caso): 24BBCV00489 [1147, 637, 1248, 678]
notice-heading: FILE NO. 2024-200445 STATEMENT OF ABANDONMENT OF USE OF FICTITIOUS BUSINESS NAME [462, 630, 684, 645]
legal-notice [234, 623, 456, 674]
notice-heading: FICTITIOUS BUSINESS NAME STATEMENT File No. 2024-220432 [462, 695, 654, 703]
notice-heading: FICTITIOUS BUSINESS NAME STATEMENT File No. 2024-226602 [462, 235, 654, 243]
notice-body: The following person(s) is (are) doing business as COMPLETE CLEANING SERVICES, 9565 LEMONITE AVE, PORTER VALLEY, CA 92509. Full name of registrant(s) is (are) MIGUEL ANGEL MONTIEL JUAREZ, 9565 LEMONITE AVE, JURUPA VALLEY, CA 92509. This Business is conducted by: AN INDIVIDUAL. Signed: LORENZO MONTIEL JUAREZ, OWNER. This statement was filed with the County Clerk of Los Angeles County on 10/31/2024. Publish: Mountain Views News/IDC Dates Pub: NOV. 09, 16, 23, 30, 2024 [462, 178, 684, 229]
legal-notice [6, 296, 227, 378]
notice-heading: FICTITIOUS BUSINESS NAME STATEMENT File No. 2024-229141 [234, 507, 426, 515]
notice-body: The following person(s) is (are) doing business as NITROUS FAB, 12152 ALAMEDA ST UNIT A, ATHEMTOSS PARK, CA 90255. Full name of registrant(s) is (are) ANDREW CARLOS GOMEZ, 8252 N ALAMEDA ST UNIT A, HUNTINGTON PARK, CA 90255. This Business is conducted by: AN INDIVIDUAL. Signed: ANDREW CARLOS GOMEZ, OWNER. Publish: Mountain Views News/IDC Dates Pub: NOV. 09, 16, 23, 30, 2024 [462, 422, 684, 466]
notice-body: The following person(s) is (are) doing business as MELENDEZ LANDSCAPE & TREE CARE 10057 CANTARA ST SUN VALLEY, CA 91352. Full name of registrant(s) is (are) RENE MELENDEZ PORTILLO. This Business is conducted by AN INDIVIDUAL. Publish: ES Mountain Views News Dates Pub: Oct. 26, Nov. 2, 9, 16, 2024 [1147, 1262, 1363, 1299]
notice-body: The following person(s) is (are) doing business as SUSANA DESIGNER 7807 SAN LUCAS DR BAKERSFIELD, CA 93307. Full name of registrant(s) is (are) SUSANA GONZALEZ. This Business is conducted by AN INDIVIDUAL. Publish: ES Mountain Views News Dates Pub: Nov. 2, 9, 16, 23, 2024 [919, 1274, 1141, 1304]
notice-heading: FICTITIOUS BUSINESS NAME STATEMENT File No. 2024225496 [919, 1131, 1109, 1139]
legal-notice [6, 194, 227, 291]
notice-heading: FICTITIOUS BUSINESS NAME STATEMENT File No. 2024232287 [6, 643, 195, 651]
page-footer [0, 2554, 1368, 2576]
notice-body: The following person(s) is (are) doing business as LA AUTO DEALS 8600 TOBACCO ST SAN FERNANDO, CA 91340 CALIFORNIA LOS ANGELES COUNTY. Full name of registrant(s) is (are) HELENA RUIZ 1158 PICO ST SAN FERNANDO, CA 91340. This Business is conducted by AN INDIVIDUAL. Signed: HELENA RUIZ, OWNER. This statement was filed with the County Clerk of Los Angeles County on 10/29/2024. The registrant(s) has (have) commenced to transact business under the fictitious business name or names listed above on 10/2024. NOTICE- This Fictitious Name Statement expires five years from the date it was filed in the office of the County Clerk. Publish: ES Mountain Views News Dates Pub: Nov. 16, 23, 30, Dec. 7, 2024 [6, 390, 227, 464]
notice-heading: FICTITIOUS BUSINESS NAME STATEMENT File No. 2024235978 [691, 1346, 880, 1354]
spanish-paragraph-1: presentar una respuesta por escrito en esta corte y hacer que se entregue una copia al de mandante. Una carta o una llamada telefónica no lo protegen. Su respuesta por escrito tiene que estar en formato legal correcto si desea que procesen su caso en la corte. Es posible que haya un formulario que usted pueda usar para su respuesta. Puede encontrar estos formularios de la corte y más información en el Centro de Ayuda de las Cortes de California (www.sucorte.ca.gov), en la biblioteca de leyes de su condado o en la corte que le quede más cerca. Si no puede pagar la cuota de presentación, pida al secretario de la corte que le dé un formulario de exención de pago de cuotas. Si no presenta su respuesta a tiempo, puede perder el caso por incumplimiento y la corte le podrá quitar su sueldo, dinero y bienes sin más advertencia. [1147, 71, 1363, 328]
notice-body: The following person(s) is (are) doing business as THE SPECIAL HUMAN IN THEORY 5890 6002 COLBATH AVE VAN NUYS, CA 91401. Full name of registrant(s) is (are) MICHAEL TORDAY. This Business is conducted by AN INDIVIDUAL. Publish: ES Mountain Views News Dates Pub: Nov. 2, 9, 16, 23, 2024 [919, 1402, 1141, 1432]
notice-body: The following person(s) is (are) doing business as ELDER HOME COMPANION SERVICES 9420 NOBLE AVE UNIT 114 NORTH HILLS, CA 91343 CALIFORNIA LOS ANGELES COUNTY. Full name of registrant(s) is (are) LOURDES OBANDO ACOSTA 9420 NOBLE AVE UNIT 114 NORTH HILLS, CA 91343. This Business is conducted by AN INDIVIDUAL. Signed: LOURDES OBANDO ACOSTA, OWNER. This statement was filed with the County Clerk of Los Angeles County on 11/14/2024. The registrant(s) has (have) commenced to transact business under the fictitious business name or names listed above on 09/2007. Publish: ES Mountain Views News Dates Pub: Nov. 16, 23, 30, Dec. 7, 2024 [6, 571, 227, 638]
legal-notice [234, 328, 456, 380]
notice-body: The following person(s) is (are) doing business as GRAMAX, 5950 EDISON DR, CHINO CA 91710. Full name of registrant(s) is (are) DAVID ANTHONY RUIZ, 8346 RIVERSIDE DR, CHINO CA 91710. This Business is conducted by: AN INDIVIDUAL. Signed: DAVID ANTHONY RUIZ, OWNER. This statement was filed with the County Clerk of Los Angeles County on 10/23/2024. Publish: Mountain Views News/IDC Dates Pub: NOV. 09, 16, 23, 30, 2024 [462, 364, 684, 409]
summons-court: SUPERIOR COURT OF CALIFORNIA COUNTY OF LOS ANGELES BURBANK COURTHOUSE [692, 71, 1139, 98]
attorney-signature: NOAH GREEN, ESQ. THE GREEN FIRM, P.C. 301 E. COLORADO BLVD. STE. 708 PASADENA, CA. 91101 (626) 395*7686 Published: Mountain Views News November 9, 16, 23, 30, 2024 [1147, 874, 1334, 966]
notice-heading: FICTITIOUS BUSINESS NAME STATEMENT File No. 2024-213729 [462, 415, 654, 423]
footer-address: 80 W Sierra Madre Blvd. No. 327 Sierra Madre, Ca. 91024 [169, 2557, 534, 2572]
notice-body: The following person(s) is (are) doing business as SPHEIS BOOKING, 6833 GRAPE ST, BUENA PARK, CA 90620. Full name of registrant(s) is (are) PAKIO ALFONSO SANCHEZ, 10040 YVONNE ST, BUENA PARK, CA 90620. This Business is conducted by: AN INDIVIDUAL. Publish: Mountain Views News/IDC Dates Pub: NOV. 09, 16, 23, 30, 2024 [462, 537, 684, 574]
notice-heading: FICTITIOUS BUSINESS NAME STATEMENT File No. 2024-218125 [234, 730, 426, 738]
summons-to-defendant: NOTICE TO DEFENDANT: [692, 151, 832, 165]
notice-body: The following person(s) is (are) doing business as ARELYCAKES 15150 NORDHOFF ST APT 30 NORTH HILLS, CA 91343. Full name of registrant(s) is (are) EDUARDO JAVIER CASAMAYOR. This Business is conducted by AN INDIVIDUAL. Publish: ES Mountain Views News Dates Pub: Nov. 2, 9, 16, 23, 2024 [691, 1354, 912, 1384]
notice-heading: FICTITIOUS BUSINESS NAME STATEMENT File No. 2024232694 [6, 295, 195, 303]
notice-heading: FICTITIOUS BUSINESS NAME STATEMENT File No. 2024217977 [1147, 1169, 1337, 1177]
summons-parties: TATIANA VINOKUROVA aka TATIANA VLADIMIROVNA VINOKUROVA, an individual; and Does 1-10. [692, 184, 1139, 211]
legal-notice [6, 846, 227, 912]
notice-body: in violation of the rights of another under Federal, State, or common law. Publish: ES Mountain Views News Dates Pub: Nov. 2, 9, 16, 23, 2024 [1147, 1042, 1363, 1056]
notice-body: The following person(s) is (are) doing business as ADDED INTERACTION 1828 LINCOLNWOOD ST, LA CANADA FLINTRIDGE, CA 91011. Full name of registrant(s) is (are) RICHARD O. JOHNSON. Publish: ES Mountain Views News Dates Pub: Nov. 2, 9, 16, 23, 2024 [691, 1439, 912, 1469]
summons-city: Burbank, Ca. 91502 [692, 109, 789, 123]
legal-notice [6, 383, 227, 464]
legal-notice [6, 709, 227, 775]
notice-heading: FICTITIOUS BUSINESS NAME STATEMENT File No. 2024214190 [1147, 1119, 1337, 1127]
notice-heading: FICTITIOUS BUSINESS NAME STATEMENT File No. 2024-222952 [234, 263, 426, 271]
notice-body: The following person(s) is (are) doing business as ALLRISE SUPPORT, 20712 PARAMOUNT BLVD, LAKEWOOD, CA 90712. Full name of registrant(s) is (are) BRITTANY LYNNETTE ALANI, 501 CRESTMONT ST, LONG BEACH, CA 90815. This Business is conducted by AN INDIVIDUAL. Signed: BRITTANY ALANI, MANAGER. Publish: Mountain Views News/IDC Dates Pub: NOV. 16, 23, 30, DEC. 07, 2024 [234, 572, 456, 617]
legal-notice [6, 918, 227, 978]
column-divider [687, 78, 688, 2548]
legal-notice [462, 580, 684, 625]
legal-notice [919, 1096, 1141, 1125]
notice-body: The following person(s) is (are) doing business as JERMANAS PARTY'S SUPPLIES, 2442 FIRTH PLACE APT 9, Full name of registrant(s) is (are) ANA DANIELA MOLINA FINOL 1642 29TH PLACE APT 9 1 HARBOR CITY CA 90710. This Business is conducted by AN INDIVIDUAL. Signed: ANA DANIELA MOLINA FINOL, OWNER. This statement was filed with the County Clerk of Los Angeles County on 11/14/2024. Publish: Mountain Views News/IDC [234, 98, 456, 143]
notice-heading: FICTITIOUS BUSINESS NAME STATEMENT File No. 2024-228040 [234, 566, 426, 573]
notice-body: The following person(s) is (are) doing business as GONZALEZ MAKE UP 3623 MASON AVE UNIT 18 CHATSWORTH, CA 91311. Full name of registrant(s) is (are) GONZALEZ MARIA. This Business is conducted by AN INDIVIDUAL. Publish: ES Mountain Views News Dates Pub: Nov. 2, 9, 16, 23, 2024 [919, 1231, 1141, 1261]
summons-title: SUMMONS [883, 129, 947, 144]
legal-notice [462, 78, 684, 100]
notice-heading: FICTITIOUS BUSINESS NAME STATEMENT File No. 2024233085 [6, 917, 195, 925]
legal-notice [234, 508, 456, 560]
notice-heading: FICTITIOUS BUSINESS NAME STATEMENT File No. 2024241947 [6, 78, 195, 85]
legal-notice [691, 1096, 912, 1133]
